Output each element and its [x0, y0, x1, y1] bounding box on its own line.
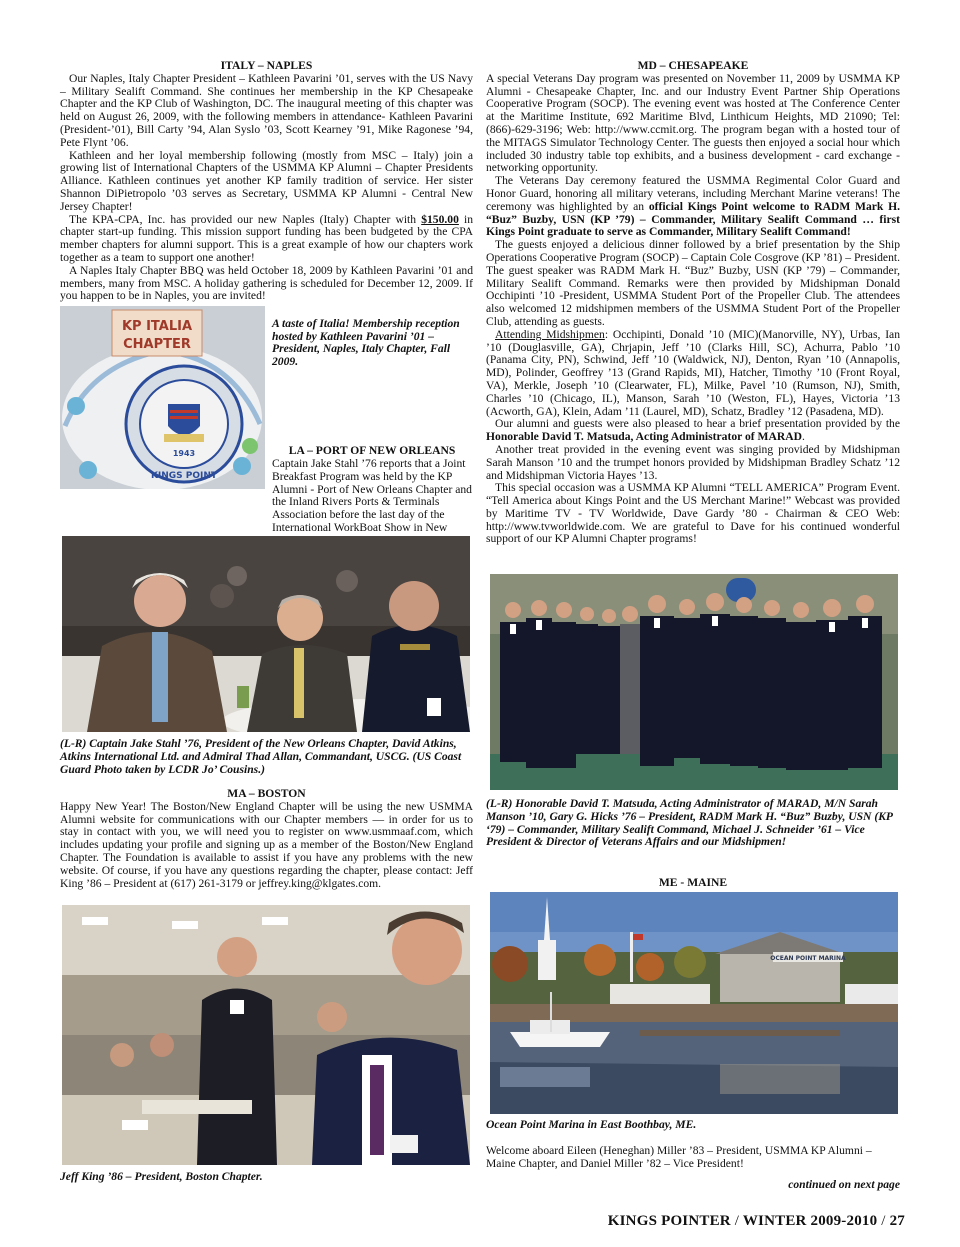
chesapeake-paragraph-4 — [486, 329, 900, 419]
page-footer — [560, 1213, 905, 1230]
chesapeake-paragraph-6: Another treat provided in the evening event was singing provided by Midshipman Sarah Manson ’10 and the trumpet honors provided by Midshipman Bradley Schatz ’12 and Midshipman Victoria Hayes ’13. — [486, 442, 900, 482]
left-column — [60, 60, 473, 303]
chesapeake-paragraph-3: The guests enjoyed a delicious dinner followed by a brief presentation by the Ship Operations Cooperative Program (SOCP) – Captain Cole Cosgrove (KP ’81) – President. The guest speaker was RADM Mark H. “Buz” Buzby, USN (KP ’79) – Commander, Military Sealift Command. Remarks were then provided by Midshipman Donald Occhipinti ’10 -President, USMMA Student Port of the Propeller Club. The attendees also welcomed 12 midshipmen members of the USMMA Student Port of the Propeller Club, attending as guests. — [486, 238, 900, 328]
chesapeake-p2-highlight: official Kings Point welcome to RADM Mark H. “Buz” Buzby, USN (KP ’79) – Commander, Military Sealift Command … first Kings Point graduate to serve as Commander, Military Sealift Command! — [486, 199, 900, 239]
naples-paragraph-3 — [60, 214, 473, 265]
boston-paragraph: Happy New Year! The Boston/New England Chapter will be using the new USMMA Alumni website for communications with our Chapter members — in order for us to stay in contact with you, we will need you to register on www.usmmaaf.com, which includes updating your profile and signing up as a member of the Boston/New England Chapter. The Foundation is available to assist if you have any problems with the new website. Of course, if you have any questions regarding the chapter, please contact: Jeff King ’86 – President at (617) 261-3179 or jeffrey.king@klgates.com. — [60, 799, 473, 890]
chesapeake-photo-caption: (L-R) Honorable David T. Matsuda, Acting Administrator of MARAD, M/N Sarah Manson ’10, Gary G. Hicks ’76 – President, RADM Mark H. “Buz” Buzby, USN (KP ‘79) – Commander, Military Sealift Command, Michael J. Schneider ’61 – Vice President & Director of Veterans Affairs and our Midshipmen! — [486, 797, 893, 849]
naples-paragraph-2: Kathleen and her loyal membership following (mostly from MSC – Italy) join a growing list of International Chapters of the USMMA KP Alumni – Chapter Presidents Alliance. Kathleen continues yet another KP family tradition of service. Her sister Shannon DiPietropolo ’03 serves as Secretary, USMMA KP Alumni - Central New Jersey Chapter! — [60, 148, 473, 213]
naples-p3-end: in chapter start-up funding. This mission support funding has been budgeted by the CPA member chapters for alumni support. This is a great example of how our chapters work together as a team to support one another! — [60, 212, 473, 264]
boston-block — [60, 788, 473, 890]
chesapeake-paragraph-2 — [486, 175, 900, 239]
chesapeake-paragraph-7: This special occasion was a USMMA KP Alumni “TELL AMERICA” Program Event. “Tell America about Kings Point and the US Merchant Marine!” Webcast was provided by Maritime TV - TV Worldwide, Dave Gardy ’80 - Chairman & CEO Web: http://www.tvworldwide.com. We are grateful to Dave for his continued wonderful support of our KP Alumni Chapter programs! — [486, 481, 900, 546]
maine-heading: ME - MAINE — [658, 876, 728, 889]
cake-caption: A taste of Italia! Membership reception hosted by Kathleen Pavarini ’01 – President, Naples, Italy Chapter, Fall 2009. — [272, 317, 460, 368]
cake-seal-bottom: KINGS POINT — [150, 471, 218, 481]
chesapeake-paragraph-1: A special Veterans Day program was presented on November 11, 2009 by USMMA KP Alumni - Chesapeake Chapter, Inc. and our Industry Event Partner Ship Operations Cooperative Program (SOCP). The evening event was hosted at The Conference Center at the Maritime Institute, 692 Maritime Blvd, Linthicum Heights, MD 21090; Tel: (866)-629-3196; Web: http://www.ccmit.org. The program began with a hosted tour of the MITAGS Simulator Technology Center. The guests then enjoyed a social hour which included 30 industry table top exhibits, and a business development - card exchange - networking opportunity. — [486, 71, 900, 175]
chesapeake-p2-start: The Veterans Day ceremony featured the USMMA Regimental Color Guard and Honor Guard, honoring all military veterans, including Merchant Marine veterans! The ceremony was highlighted by an — [486, 174, 900, 213]
footer-issue: WINTER 2009-2010 — [742, 1213, 878, 1229]
chesapeake-p5-name: Honorable David T. Matsuda, Acting Administrator of MARAD — [486, 430, 802, 444]
footer-separator-2: / — [881, 1213, 886, 1229]
naples-paragraph-4: A Naples Italy Chapter BBQ was held October 18, 2009 by Kathleen Pavarini ’01 and members, many from MSC. A holiday gathering is scheduled for December 12, 2009. If you happen to be in Naples, you are invited! — [60, 263, 473, 303]
maine-marina-photo — [490, 892, 898, 1114]
neworleans-photo — [62, 536, 470, 732]
chesapeake-group-photo — [490, 574, 898, 790]
naples-funding-amount: $150.00 — [421, 212, 459, 226]
right-column — [486, 60, 900, 546]
neworleans-text — [60, 458, 473, 548]
footer-page-number: 27 — [889, 1213, 905, 1229]
chesapeake-p5-end: . — [801, 430, 805, 444]
attending-midshipmen-list: : Occhipinti, Donald ’10 (MIC)(Manorville, NY), Urbas, Ian ’10 (Douglasville, GA), Chrjapin, Jeff ’10 (Clarks Hill, SC), Achurra, Pablo ’10 (Panama City, PN), Schwind, Jeff ’10 (Waldwick, NJ), Denton, Ryan ’10 (Annapolis, MD), Polinder, Geoffrey ’13 (Grand Rapids, MI), Hatcher, Timothy ’10 (Front Royal, VA), Merkle, Joseph ’10 (Clearwater, FL), Milke, Pavel ’10 (Rumson, NJ), Smith, Charles ’10 (Chicago, IL), Manson, Sarah ’10 (Weston, FL), Hayes, Victoria ’13 (Acworth, GA), Klein, Adam ’11 (Laurel, MD), Schatz, Bradley ’12 (Pasadena, MD). — [486, 327, 900, 418]
neworleans-paragraph: Captain Jake Stahl ’76 reports that a Joint Breakfast Program was held by the KP Alumni - Port of New Orleans Chapter and the Inland Rivers Ports & Terminals Association before the last day of the International WorkBoat Show in New — [272, 457, 472, 534]
chesapeake-paragraph-5 — [486, 418, 900, 444]
continued-note: continued on next page — [788, 1178, 900, 1191]
naples-heading: ITALY – NAPLES — [220, 59, 313, 72]
chesapeake-heading: MD – CHESAPEAKE — [637, 59, 749, 72]
boston-photo-caption: Jeff King ’86 – President, Boston Chapter. — [60, 1170, 263, 1183]
marina-sign: OCEAN POINT MARINA — [770, 955, 846, 962]
boston-heading: MA – BOSTON — [227, 787, 306, 800]
maine-photo-caption: Ocean Point Marina in East Boothbay, ME. — [486, 1118, 697, 1131]
boston-photo — [62, 905, 470, 1165]
cake-sign-line1: KP ITALIA — [121, 319, 193, 334]
cake-sign-line2: CHAPTER — [123, 337, 191, 352]
footer-magazine: KINGS POINTER — [607, 1213, 731, 1229]
neworleans-photo-caption: (L-R) Captain Jake Stahl ’76, President of the New Orleans Chapter, David Atkins, Atkins International Ltd. and Admiral Thad Allan, Commandant, USCG. (US Coast Guard Photo taken by LCDR Jo’ Cousins.) — [60, 737, 462, 776]
chesapeake-p5-start: Our alumni and guests were also pleased to hear a brief presentation provided by the — [495, 417, 900, 431]
maine-paragraph: Welcome aboard Eileen (Heneghan) Miller ’83 – President, USMMA KP Alumni – Maine Chapter, and Daniel Miller ’82 – Vice President! — [486, 1144, 872, 1170]
naples-paragraph-1: Our Naples, Italy Chapter President – Kathleen Pavarini ’01, serves with the US Navy – Military Sealift Command. She continues her membership in the KP Chesapeake Chapter and the KP Club of Washington, DC. The inaugural meeting of this chapter was held on August 26, 2009, with the following members in attendance- Kathleen Pavarini (President-’01), Bill Carty ’94, Alan Syslo ’03, Scott Kearney ’91, Mike Ragonese ’94, Pete Flynt ’06. — [60, 71, 473, 149]
neworleans-heading: LA – PORT OF NEW ORLEANS — [288, 444, 456, 457]
attending-midshipmen-label: Attending Midshipmen — [495, 327, 605, 341]
cake-seal-year: 1943 — [172, 449, 196, 458]
footer-separator-1: / — [734, 1213, 740, 1229]
neworleans-block — [272, 445, 472, 458]
naples-p3-start: The KPA-CPA, Inc. has provided our new Naples (Italy) Chapter with — [69, 212, 422, 226]
